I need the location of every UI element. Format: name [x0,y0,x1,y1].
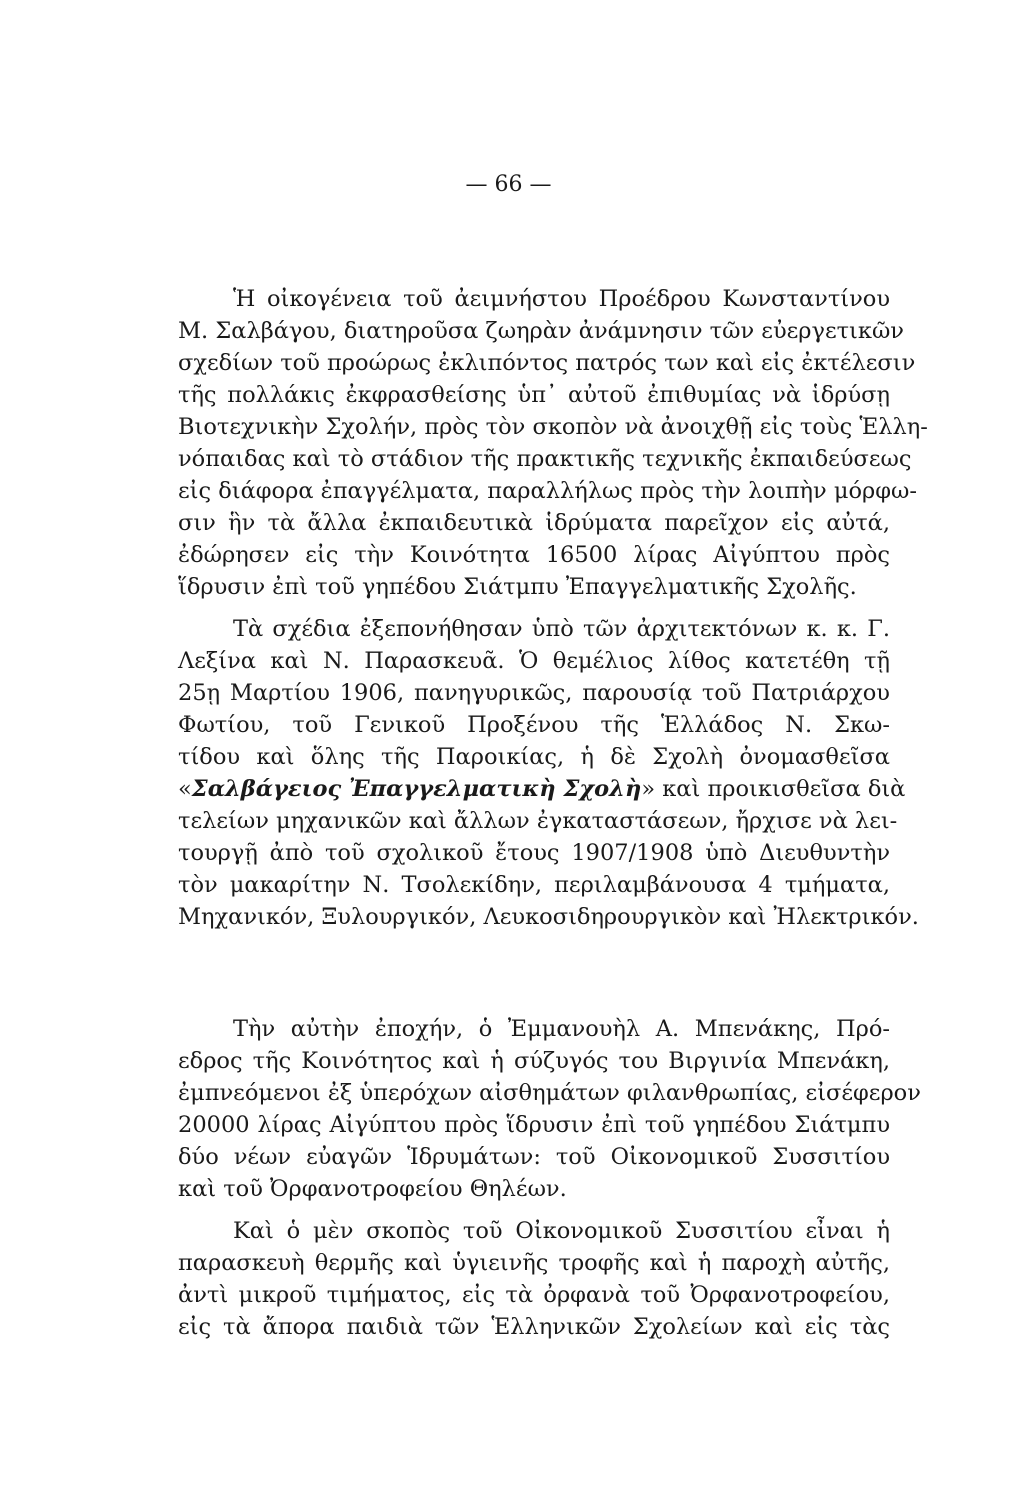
text-line-school-name [178,773,906,805]
text-line: σχεδίων τοῦ προώρως ἐκλιπόντος πατρός των καὶ εἰς ἐκτέλεσιν [178,350,916,376]
school-name: Σαλβάγειος Ἐπαγγελματικὴ Σχολὴ [191,776,642,802]
text-line: εἰς διάφορα ἐπαγγέλματα, παραλλήλως πρὸς τὴν λοιπὴν μόρφω- [178,478,917,504]
text-line: σιν ἣν τὰ ἄλλα ἐκπαιδευτικὰ ἱδρύματα παρεῖχον εἰς αὐτά, [178,510,890,536]
text-line: καὶ τοῦ Ὀρφανοτροφείου Θηλέων. [178,1176,567,1202]
text-line: τὸν μακαρίτην Ν. Τσολεκίδην, περιλαμβάνουσα 4 τμήματα, [178,872,890,898]
text-line: Λεξίνα καὶ Ν. Παρασκευᾶ. Ὁ θεμέλιος λίθος κατετέθη τῇ [178,648,890,674]
text-line: παρασκευὴ θερμῆς καὶ ὑγιεινῆς τροφῆς καὶ ἡ παροχὴ αὐτῆς, [178,1250,890,1276]
text-line: νόπαιδας καὶ τὸ στάδιον τῆς πρακτικῆς τεχνικῆς ἐκπαιδεύσεως [178,446,912,472]
text-line: Μηχανικόν, Ξυλουργικόν, Λευκοσιδηρουργικὸν καὶ Ἠλεκτρικόν. [178,904,919,930]
text-line: Φωτίου, τοῦ Γενικοῦ Προξένου τῆς Ἑλλάδος Ν. Σκω- [178,712,890,738]
text-line: Βιοτεχνικὴν Σχολήν, πρὸς τὸν σκοπὸν νὰ ἀνοιχθῇ εἰς τοὺς Ἑλλη- [178,414,928,440]
text-line: ἀντὶ μικροῦ τιμήματος, εἰς τὰ ὀρφανὰ τοῦ Ὀρφανοτροφείου, [178,1282,890,1308]
text-line: ἐμπνεόμενοι ἐξ ὑπερόχων αἰσθημάτων φιλανθρωπίας, εἰσέφερον [178,1080,921,1106]
page-number: — 66 — [465,172,552,197]
text-span: » καὶ προικισθεῖσα διὰ [641,776,906,802]
text-line: τίδου καὶ ὅλης τῆς Παροικίας, ἡ δὲ Σχολὴ ὀνομασθεῖσα [178,744,890,770]
text-line: τῆς πολλάκις ἐκφρασθείσης ὑπ᾽ αὐτοῦ ἐπιθυμίας νὰ ἱδρύσῃ [178,382,890,408]
text-line: Τὰ σχέδια ἐξεπονήθησαν ὑπὸ τῶν ἀρχιτεκτόνων κ. κ. Γ. [233,616,890,642]
text-line: δύο νέων εὐαγῶν Ἱδρυμάτων: τοῦ Οἰκονομικοῦ Συσσιτίου [178,1144,890,1170]
text-line: εἰς τὰ ἄπορα παιδιὰ τῶν Ἑλληνικῶν Σχολείων καὶ εἰς τὰς [178,1314,890,1340]
text-line: Μ. Σαλβάγου, διατηροῦσα ζωηρὰν ἀνάμνησιν τῶν εὐεργετικῶν [178,318,904,344]
text-line: τουργῇ ἀπὸ τοῦ σχολικοῦ ἔτους 1907/1908 ὑπὸ Διευθυντὴν [178,840,890,866]
text-line: 20000 λίρας Αἰγύπτου πρὸς ἵδρυσιν ἐπὶ τοῦ γηπέδου Σιάτμπυ [178,1112,890,1138]
text-line: ἐδώρησεν εἰς τὴν Κοινότητα 16500 λίρας Αἰγύπτου πρὸς [178,542,890,568]
text-line: εδρος τῆς Κοινότητος καὶ ἡ σύζυγός του Βιργινία Μπενάκη, [178,1048,890,1074]
text-line: Τὴν αὐτὴν ἐποχήν, ὁ Ἐμμανουὴλ Α. Μπενάκης, Πρό- [233,1016,890,1042]
text-line: ἵδρυσιν ἐπὶ τοῦ γηπέδου Σιάτμπυ Ἐπαγγελματικῆς Σχολῆς. [178,574,857,600]
text-line: Ἡ οἰκογένεια τοῦ ἀειμνήστου Προέδρου Κωνσταντίνου [233,286,890,312]
text-line: τελείων μηχανικῶν καὶ ἄλλων ἐγκαταστάσεων, ἤρχισε νὰ λει- [178,808,898,834]
text-line: Καὶ ὁ μὲν σκοπὸς τοῦ Οἰκονομικοῦ Συσσιτίου εἶναι ἡ [233,1218,890,1244]
open-quote: « [178,776,192,802]
text-line: 25ῃ Μαρτίου 1906, πανηγυρικῶς, παρουσίᾳ τοῦ Πατριάρχου [178,680,890,706]
